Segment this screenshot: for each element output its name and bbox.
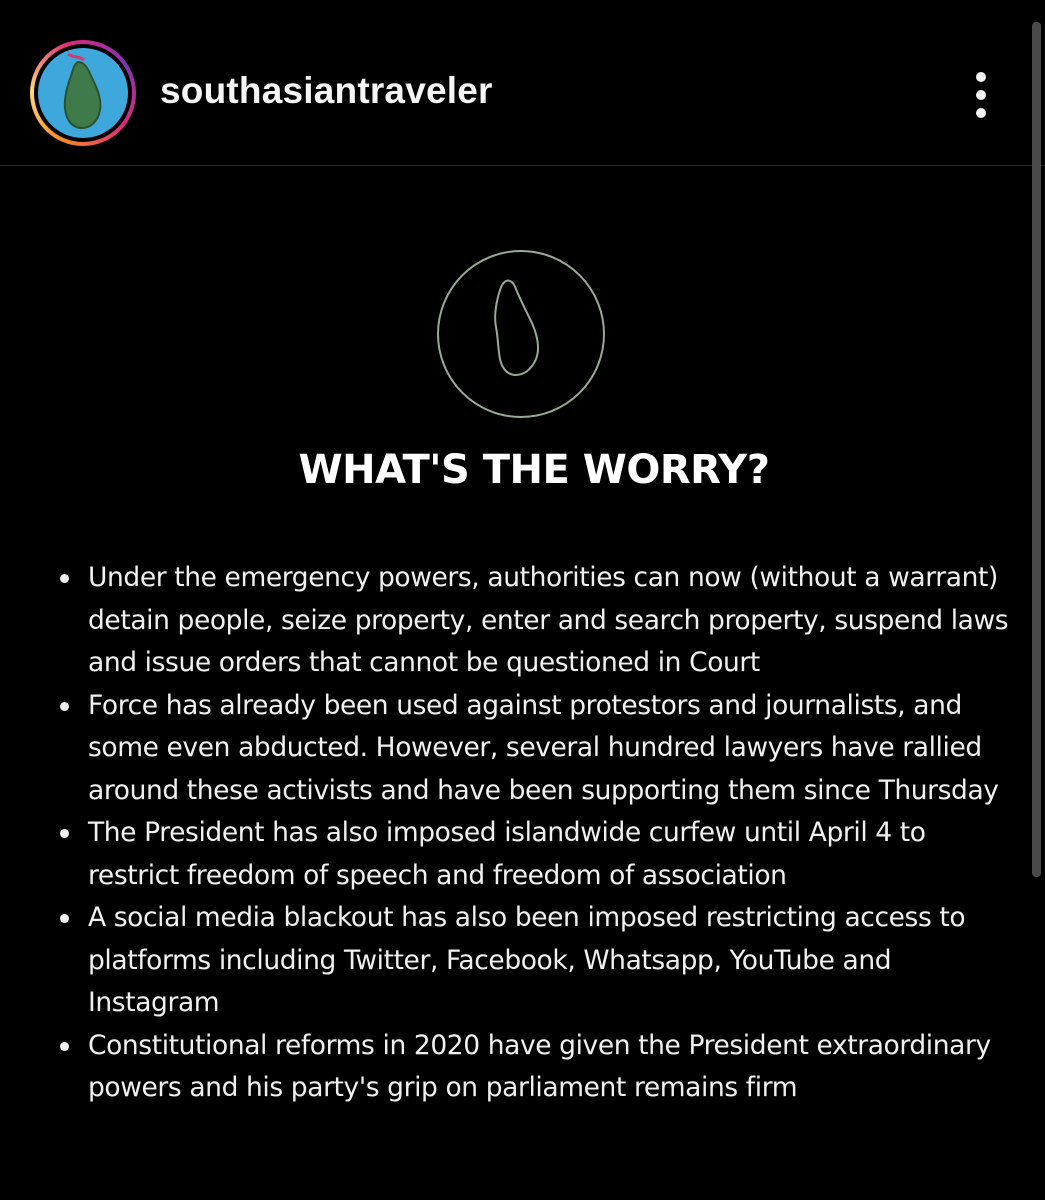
avatar[interactable]: [30, 40, 136, 146]
bullet-icon: [60, 1042, 69, 1051]
list-item: Force has already been used against protestors and journalists, and some even abducted. However, several hundred lawyers have rallied around these activists and have been supporting them since Thursday: [60, 685, 1020, 813]
more-vertical-icon[interactable]: [960, 68, 1004, 122]
post-header: [0, 0, 1045, 166]
list-item: Constitutional reforms in 2020 have given the President extraordinary powers and his party's grip on parliament remains firm: [60, 1025, 1020, 1110]
bullet-list: [60, 557, 1020, 1110]
sri-lanka-map-icon: [38, 48, 128, 138]
list-item: Under the emergency powers, authorities can now (without a warrant) detain people, seize property, enter and search property, suspend laws and issue orders that cannot be questioned in Court: [60, 557, 1020, 685]
post-image: [0, 167, 1030, 1200]
bullet-icon: [60, 574, 69, 583]
list-item: The President has also imposed islandwide curfew until April 4 to restrict freedom of speech and freedom of association: [60, 812, 1020, 897]
bullet-icon: [60, 914, 69, 923]
username[interactable]: southasiantraveler: [160, 70, 493, 111]
list-item: A social media blackout has also been imposed restricting access to platforms including Twitter, Facebook, Whatsapp, YouTube and Instagram: [60, 897, 1020, 1025]
sri-lanka-outline-icon: [436, 249, 606, 419]
bullet-icon: [60, 829, 69, 838]
bullet-icon: [60, 702, 69, 711]
post-title: WHAT'S THE WORRY?: [298, 447, 770, 493]
